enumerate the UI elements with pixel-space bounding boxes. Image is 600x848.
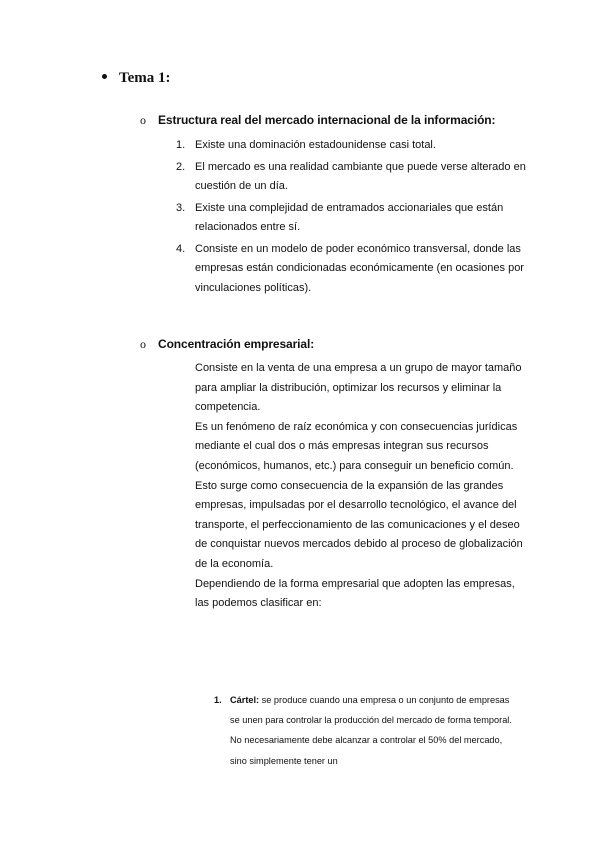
section-heading-market: o Estructura real del mercado internacional de la información: — [140, 113, 496, 127]
topic-title: Tema 1: — [119, 70, 171, 86]
paragraph: Dependiendo de la forma empresarial que adopten las empresas, las podemos clasificar en: — [195, 577, 515, 610]
circle-bullet-icon: o — [140, 113, 146, 127]
paragraph: Esto surge como consecuencia de la expansión de las grandes empresas, impulsadas por el desarrollo tecnológico, el avance del transporte, el perfeccionamiento de las comunicaciones y el deseo de conquistar nuevos mercados debido al proceso de globalización de la economía. — [195, 479, 523, 570]
list-item: 4. Consiste en un modelo de poder económico transversal, donde las empresas están condicionadas económicamente (en ocasiones por vinculaciones políticas). — [176, 242, 524, 294]
bullet-icon — [102, 74, 107, 79]
list-item: 1. Existe una dominación estadounidense casi total. — [176, 139, 436, 151]
paragraph: Es un fenómeno de raíz económica y con consecuencias jurídicas mediante el cual dos o más empresas integran sus recursos (económicos, humanos, etc.) para conseguir un beneficio común. — [195, 420, 518, 472]
list-item: 2. El mercado es una realidad cambiante que puede verse alterado en cuestión de un día. — [176, 160, 526, 192]
circle-bullet-icon: o — [140, 337, 146, 351]
term: Cártel: — [230, 695, 260, 705]
paragraph: Consiste en la venta de una empresa a un grupo de mayor tamaño para ampliar la distribución, optimizar los recursos y eliminar la competencia. — [195, 362, 522, 414]
concentration-body — [195, 359, 530, 614]
market-list — [176, 136, 536, 298]
types-list — [214, 690, 514, 771]
list-item: 3. Existe una complejidad de entramados accionariales que están relacionados entre sí. — [176, 201, 504, 233]
list-item: 1. Cártel: se produce cuando una empresa o un conjunto de empresas se unen para controlar la producción del mercado de forma temporal. No necesariamente debe alcanzar a controlar el 50% del mercado, sino simplemente tener un — [214, 695, 512, 766]
topic-heading — [102, 70, 171, 87]
section-heading-concentration: o Concentración empresarial: — [140, 337, 315, 351]
